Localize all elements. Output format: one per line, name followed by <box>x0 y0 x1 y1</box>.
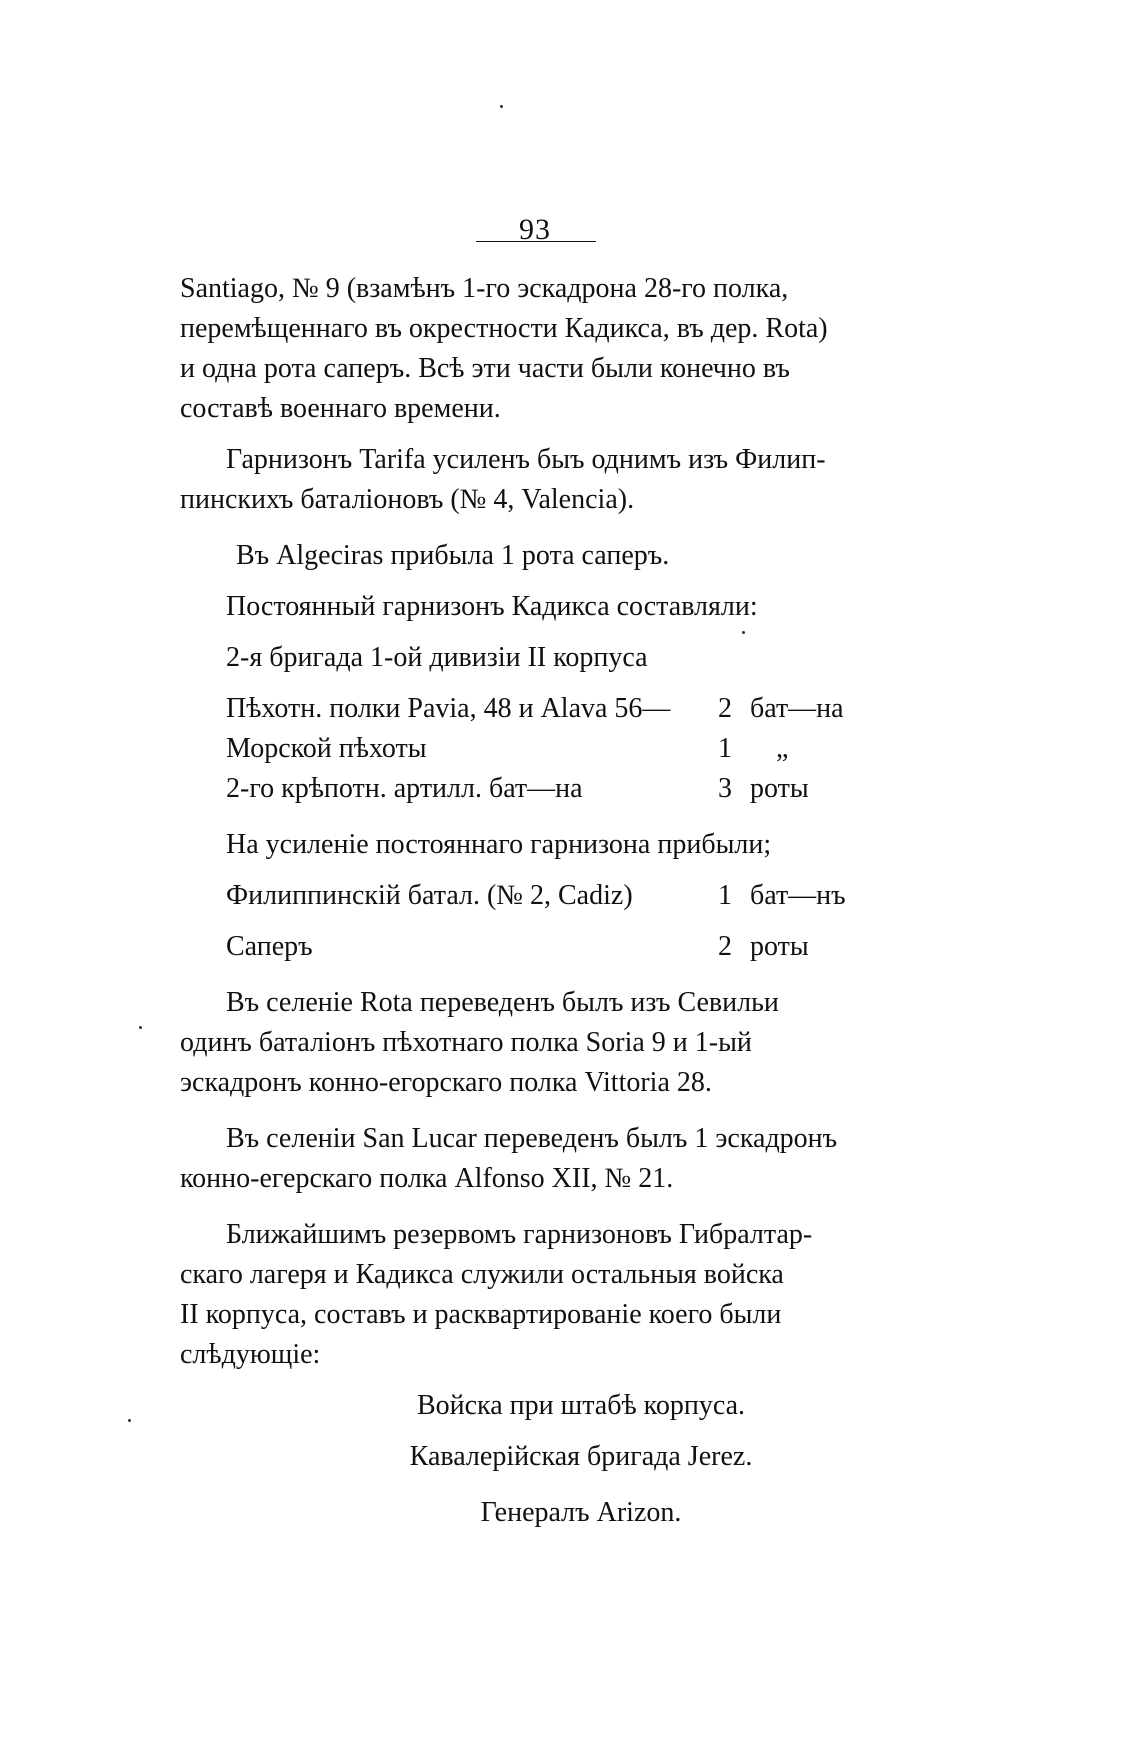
unit-type: роты <box>750 773 809 804</box>
text-line: Въ Algeciras прибыла 1 рота саперъ. <box>236 540 670 571</box>
text-line: Въ селеніи San Lucar переведенъ былъ 1 эскадронъ <box>226 1123 838 1154</box>
text-line: 2-я бригада 1-ой дивизіи II корпуса <box>226 642 648 673</box>
text-line: и одна рота саперъ. Всѣ эти части были конечно въ <box>180 353 790 384</box>
unit-type: „ <box>776 733 789 764</box>
table-row <box>180 927 898 967</box>
text-line: слѣдующіе: <box>180 1339 321 1370</box>
scan-speck <box>128 1419 131 1422</box>
unit-count: 1 <box>718 880 732 911</box>
table-row <box>180 876 898 916</box>
text-line: одинъ баталіонъ пѣхотнаго полка Soria 9 и 1-ый <box>180 1027 752 1058</box>
paragraph-reinforcement <box>180 825 898 865</box>
centered-heading: Кавалерійская бригада Jerez. <box>409 1441 753 1472</box>
garrison-table <box>180 689 898 809</box>
table-row <box>180 769 898 809</box>
text-line: Постоянный гарнизонъ Кадикса составляли: <box>226 591 758 622</box>
paragraph-algeciras <box>180 536 898 576</box>
text-line: II корпуса, составъ и расквартированіе коего были <box>180 1299 782 1330</box>
text-line: Въ селеніе Rota переведенъ былъ изъ Севильи <box>226 987 779 1018</box>
table-row <box>180 729 898 769</box>
unit-name: Пѣхотн. полки Pavia, 48 и Alava 56— <box>226 693 671 724</box>
unit-type: бат—нъ <box>750 880 846 911</box>
unit-name: Морской пѣхоты <box>226 733 427 764</box>
unit-name: Филиппинскій батал. (№ 2, Cadiz) <box>226 880 633 911</box>
paragraph-reserve <box>180 1215 898 1375</box>
text-line: Santiago, № 9 (взамѣнъ 1-го эскадрона 28-го полка, <box>180 273 789 304</box>
table-row <box>180 689 898 729</box>
unit-count: 2 <box>718 931 732 962</box>
text-line: На усиленіе постояннаго гарнизона прибыли; <box>226 829 772 860</box>
paragraph-tarifa <box>180 440 898 520</box>
page-number-underline <box>476 241 596 242</box>
text-line: составѣ военнаго времени. <box>180 393 501 424</box>
scan-speck <box>139 1026 142 1029</box>
unit-name: Саперъ <box>226 931 313 962</box>
text-line: Гарнизонъ Tarifa усиленъ быъ однимъ изъ Филип- <box>226 444 826 475</box>
scan-speck <box>500 105 503 108</box>
unit-count: 1 <box>718 733 732 764</box>
text-line: скаго лагеря и Кадикса служили остальныя войска <box>180 1259 784 1290</box>
paragraph-santiago <box>180 269 898 429</box>
unit-name: 2-го крѣпотн. артилл. бат—на <box>226 773 583 804</box>
paragraph-rota <box>180 983 898 1103</box>
paragraph-san-lucar <box>180 1119 898 1199</box>
text-line: пинскихъ баталіоновъ (№ 4, Valencia). <box>180 484 635 515</box>
body-text <box>180 269 898 1533</box>
unit-type: бат—на <box>750 693 844 724</box>
reinforcement-table <box>180 876 898 967</box>
paragraph-brigade <box>180 638 898 678</box>
centered-heading: Войска при штабѣ корпуса. <box>416 1390 746 1421</box>
text-line: Ближайшимъ резервомъ гарнизоновъ Гибралтар- <box>226 1219 813 1250</box>
page-number: 93 <box>519 213 551 246</box>
paragraph-cadiz-garrison <box>180 587 898 627</box>
centered-heading: Генералъ Arizon. <box>480 1497 682 1528</box>
text-line: эскадронъ конно-егорскаго полка Vittoria 28. <box>180 1067 712 1098</box>
unit-type: роты <box>750 931 809 962</box>
text-line: перемѣщеннаго въ окрестности Кадикса, въ дер. Rota) <box>180 313 828 344</box>
unit-count: 2 <box>718 693 732 724</box>
unit-count: 3 <box>718 773 732 804</box>
text-line: конно-егерскаго полка Alfonso XII, № 21. <box>180 1163 674 1194</box>
